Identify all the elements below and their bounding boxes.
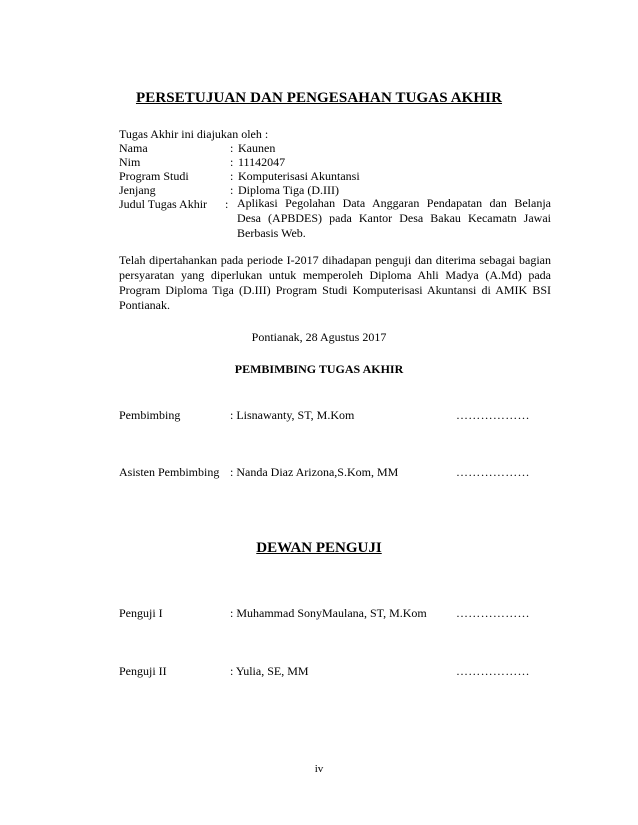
asisten-pembimbing-name: : Nanda Diaz Arizona,S.Kom, MM <box>230 465 399 479</box>
page-number: iv <box>314 763 324 775</box>
signature-line: ……………… <box>456 664 530 678</box>
signature-line: ……………… <box>456 465 530 479</box>
field-value-judul: Aplikasi Pegolahan Data Anggaran Pendapatan dan Belanja Desa (APBDES) pada Kantor Desa Bakau Kecamatn Jawai Berbasis Web. <box>237 196 551 240</box>
field-label-jenjang: Jenjang <box>119 183 156 197</box>
field-value-program-studi: Komputerisasi Akuntansi <box>238 169 360 183</box>
place-date: Pontianak, 28 Agustus 2017 <box>251 330 387 344</box>
pembimbing-heading: PEMBIMBING TUGAS AKHIR <box>234 362 404 376</box>
pembimbing-name: : Lisnawanty, ST, M.Kom <box>230 408 355 422</box>
signature-line: ……………… <box>456 606 530 620</box>
field-colon: : <box>225 197 229 211</box>
pembimbing-label: Pembimbing <box>119 408 181 422</box>
penguji-2-label: Penguji II <box>119 664 167 678</box>
page-title: PERSETUJUAN DAN PENGESAHAN TUGAS AKHIR <box>135 90 503 106</box>
field-label-program-studi: Program Studi <box>119 169 189 183</box>
asisten-pembimbing-label: Asisten Pembimbing <box>119 465 220 479</box>
field-value-nim: 11142047 <box>238 155 286 169</box>
penguji-2-name: : Yulia, SE, MM <box>230 664 309 678</box>
penguji-1-name: : Muhammad SonyMaulana, ST, M.Kom <box>230 606 427 620</box>
field-colon: : <box>230 169 234 183</box>
field-colon: : <box>230 141 234 155</box>
field-value-jenjang: Diploma Tiga (D.III) <box>238 183 339 197</box>
signature-line: ……………… <box>456 408 530 422</box>
penguji-1-label: Penguji I <box>119 606 163 620</box>
field-colon: : <box>230 183 234 197</box>
field-label-judul: Judul Tugas Akhir <box>119 197 208 211</box>
penguji-heading: DEWAN PENGUJI <box>256 540 382 556</box>
field-label-nim: Nim <box>119 155 141 169</box>
field-value-nama: Kaunen <box>238 141 276 155</box>
intro-text: Tugas Akhir ini diajukan oleh : <box>119 127 269 141</box>
field-label-nama: Nama <box>119 141 148 155</box>
field-colon: : <box>230 155 234 169</box>
statement-paragraph: Telah dipertahankan pada periode I-2017 dihadapan penguji dan diterima sebagai bagian persyaratan yang diperlukan untuk memperoleh Diploma Ahli Madya (A.Md) pada Program Diploma Tiga (D.III) Program Studi Komputerisasi Akuntansi di AMIK BSI Pontianak. <box>119 253 551 312</box>
